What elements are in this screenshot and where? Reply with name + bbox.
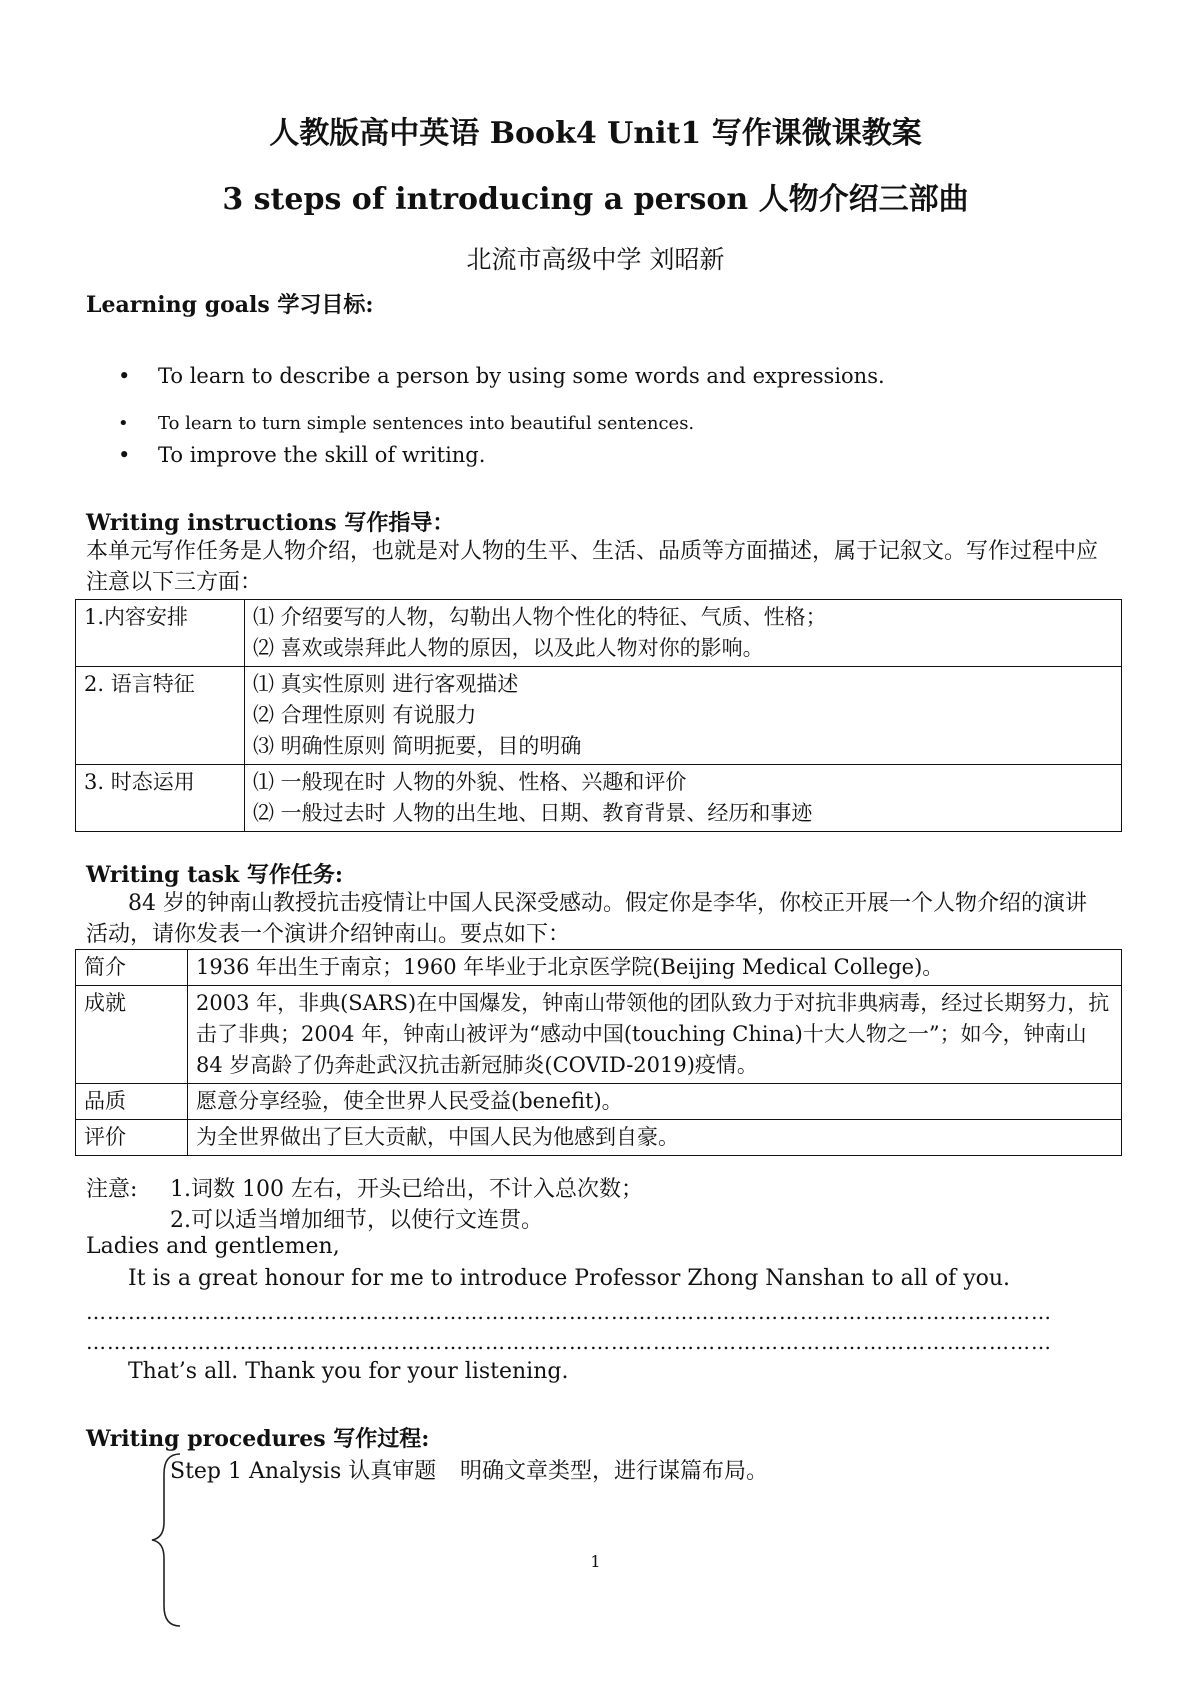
procedures-heading: Writing procedures 写作过程:	[86, 1426, 430, 1452]
row-line: ⑴ 真实性原则 进行客观描述	[253, 672, 519, 696]
instructions-heading: Writing instructions 写作指导：	[86, 510, 455, 536]
dotted-line: …………………………………………………………………………………………………………………………	[86, 1330, 1052, 1354]
row-line: ⑵ 一般过去时 人物的出生地、日期、教育背景、经历和事迹	[253, 801, 813, 825]
goal-item	[118, 443, 485, 467]
task-table	[75, 949, 1122, 1156]
document-subtitle: 3 steps of introducing a person 人物介绍三部曲	[222, 182, 969, 217]
note-item: 2.可以适当增加细节，以使行文连贯。	[170, 1208, 543, 1233]
goal-text: To learn to describe a person by using some words and expressions.	[158, 364, 885, 388]
row-line: ⑴ 一般现在时 人物的外貌、性格、兴趣和评价	[253, 770, 687, 794]
learning-goals-heading: Learning goals 学习目标:	[86, 292, 374, 318]
table-row	[76, 986, 1122, 1084]
goal-item	[118, 413, 694, 434]
row-content	[245, 667, 1122, 765]
page-number: 1	[590, 1552, 601, 1571]
bullet-icon: •	[118, 413, 129, 434]
row-line: ⑵ 合理性原则 有说服力	[253, 703, 477, 727]
table-row	[76, 765, 1122, 832]
row-content	[245, 600, 1122, 667]
goal-text: To improve the skill of writing.	[158, 443, 486, 467]
speech-opening: It is a great honour for me to introduce Professor Zhong Nanshan to all of you.	[128, 1266, 1011, 1291]
row-content	[245, 765, 1122, 832]
task-intro: 84 岁的钟南山教授抗击疫情让中国人民深受感动。假定你是李华，你校正开展一个人物介绍的演讲活动，请你发表一个演讲介绍钟南山。要点如下：	[86, 891, 1087, 947]
dotted-line: …………………………………………………………………………………………………………………………	[86, 1300, 1052, 1324]
table-row	[76, 667, 1122, 765]
bullet-icon: •	[118, 443, 131, 467]
row-label: 2. 语言特征	[76, 667, 245, 765]
goal-text: To learn to turn simple sentences into beautiful sentences.	[158, 413, 695, 434]
row-content: 愿意分享经验，使全世界人民受益(benefit)。	[188, 1084, 1122, 1120]
table-row	[76, 600, 1122, 667]
notes-label: 注意:	[86, 1177, 138, 1202]
task-heading: Writing task 写作任务:	[86, 862, 344, 888]
row-label: 品质	[76, 1084, 188, 1120]
step1-description: 明确文章类型，进行谋篇布局。	[460, 1459, 769, 1484]
speech-greeting: Ladies and gentlemen,	[86, 1234, 340, 1259]
row-label: 评价	[76, 1120, 188, 1156]
row-content: 为全世界做出了巨大贡献，中国人民为他感到自豪。	[188, 1120, 1122, 1156]
instructions-intro: 本单元写作任务是人物介绍，也就是对人物的生平、生活、品质等方面描述，属于记叙文。写作过程中应注意以下三方面：	[86, 539, 1099, 595]
table-row	[76, 1084, 1122, 1120]
table-row	[76, 1120, 1122, 1156]
document-title: 人教版高中英语 Book4 Unit1 写作课微课教案	[269, 116, 922, 151]
row-label: 成就	[76, 986, 188, 1084]
row-label: 3. 时态运用	[76, 765, 245, 832]
goal-item	[118, 364, 885, 388]
table-row	[76, 950, 1122, 986]
bullet-icon: •	[118, 364, 131, 388]
left-brace-icon	[150, 1452, 184, 1628]
row-line: ⑶ 明确性原则 简明扼要，目的明确	[253, 734, 582, 758]
speech-closing: That’s all. Thank you for your listening.	[128, 1359, 569, 1384]
note-item: 1.词数 100 左右，开头已给出，不计入总次数；	[170, 1177, 643, 1202]
row-line: ⑵ 喜欢或崇拜此人物的原因，以及此人物对你的影响。	[253, 636, 764, 660]
row-label: 1.内容安排	[76, 600, 245, 667]
instructions-table	[75, 599, 1122, 832]
row-label: 简介	[76, 950, 188, 986]
row-line: ⑴ 介绍要写的人物，勾勒出人物个性化的特征、气质、性格；	[253, 605, 827, 629]
row-content: 1936 年出生于南京；1960 年毕业于北京医学院(Beijing Medical College)。	[188, 950, 1122, 986]
row-content: 2003 年，非典(SARS)在中国爆发，钟南山带领他的团队致力于对抗非典病毒，经过长期努力，抗击了非典；2004 年，钟南山被评为“感动中国(touching China)十大人物之一”；如今，钟南山 84 岁高龄了仍奔赴武汉抗击新冠肺炎(COVID-2019)疫情。	[188, 986, 1122, 1084]
step1-label: Step 1 Analysis 认真审题	[170, 1459, 437, 1484]
author-line: 北流市高级中学 刘昭新	[466, 245, 725, 274]
